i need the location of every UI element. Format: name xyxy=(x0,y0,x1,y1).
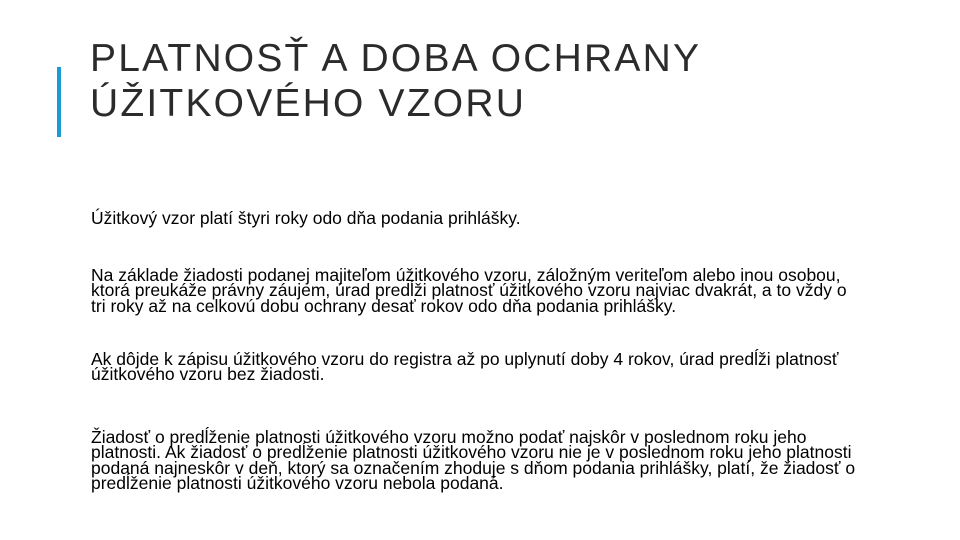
paragraph-request-deadline: Žiadosť o predĺženie platnosti úžitkového vzoru možno podať najskôr v poslednom roku jeho platnosti. Ak žiadosť o predĺženie platnosti úžitkového vzoru nie je v poslednom roku jeho platnosti podaná najneskôr v deň, ktorý sa označením zhoduje s dňom podania prihlášky, platí, že žiadosť o predĺženie platnosti úžitkového vzoru nebola podaná. xyxy=(91,427,856,493)
slide-title xyxy=(90,36,910,126)
paragraph-extension-request: Na základe žiadosti podanej majiteľom úžitkového vzoru, záložným veriteľom alebo inou osobou, ktorá preukáže právny záujem, úrad predĺži platnosť úžitkového vzoru najviac dvakrát, a to vždy o tri roky až na celkovú dobu ochrany desať rokov odo dňa podania prihlášky. xyxy=(91,265,847,316)
paragraph-automatic-extension: Ak dôjde k zápisu úžitkového vzoru do registra až po uplynutí doby 4 rokov, úrad predĺži platnosť úžitkového vzoru bez žiadosti. xyxy=(91,349,839,385)
slide-title-line-1: PLATNOSŤ A DOBA OCHRANY xyxy=(90,37,702,80)
paragraph-validity: Úžitkový vzor platí štyri roky odo dňa podania prihlášky. xyxy=(91,208,521,228)
slide-title-line-2: ÚŽITKOVÉHO VZORU xyxy=(90,82,527,125)
title-accent-bar xyxy=(57,67,61,137)
